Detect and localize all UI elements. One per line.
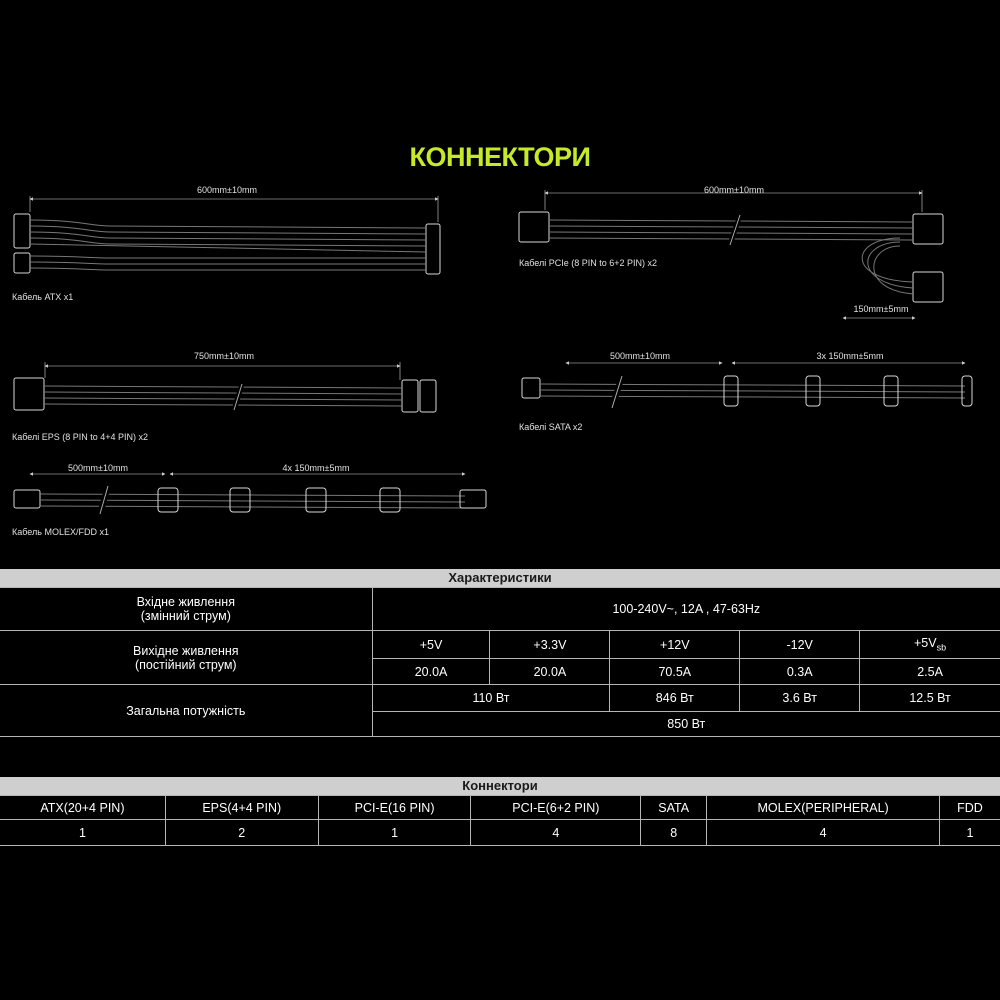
connector-name: MOLEX(PERIPHERAL) [707,796,940,820]
connector-name: EPS(4+4 PIN) [165,796,318,820]
connector-count: 4 [471,820,641,846]
pcie-cable-drawing [519,190,943,318]
rail-current: 0.3A [740,659,860,685]
connector-count: 8 [641,820,707,846]
specs-heading: Характеристики [0,569,1000,587]
power-12v: 846 Вт [610,685,740,712]
connector-name: SATA [641,796,707,820]
input-value: 100-240V~, 12A , 47-63Hz [372,588,1000,631]
molex-spacing: 4x 150mm±5mm [282,463,350,473]
rail-current: 20.0A [490,659,610,685]
sata-cable-label: Кабелі SATA x2 [519,422,583,432]
rail-name: +12V [610,631,740,659]
rail-current: 20.0A [372,659,490,685]
rail-current: 70.5A [610,659,740,685]
sata-length: 500mm±10mm [610,351,670,361]
power-5vsb: 12.5 Вт [860,685,1000,712]
power-5v-3v3: 110 Вт [372,685,610,712]
input-row [0,588,1000,631]
connector-name: ATX(20+4 PIN) [0,796,165,820]
atx-length: 600mm±10mm [197,185,257,195]
connector-count: 1 [318,820,471,846]
rail-name: +3.3V [490,631,610,659]
overall-power: 850 Вт [372,712,1000,737]
connector-name: PCI-E(16 PIN) [318,796,471,820]
connector-name: FDD [940,796,1000,820]
pcie-cable-label: Кабелі PCIe (8 PIN to 6+2 PIN) x2 [519,258,658,268]
connector-count: 4 [707,820,940,846]
pcie-length: 600mm±10mm [704,185,764,195]
specs-table [0,587,1000,737]
connector-count: 2 [165,820,318,846]
eps-length: 750mm±10mm [194,351,254,361]
molex-cable-label: Кабель MOLEX/FDD x1 [12,527,109,537]
sata-cable-drawing [522,363,972,408]
connectors-heading: Коннектори [0,777,1000,795]
connectors-count-row [0,820,1000,846]
molex-length: 500mm±10mm [68,463,128,473]
pcie-branch-length: 150mm±5mm [853,304,909,314]
sata-spacing: 3x 150mm±5mm [816,351,884,361]
input-label: Вхідне живлення (змінний струм) [0,588,372,631]
connector-count: 1 [940,820,1000,846]
rail-name: $+5V_{sb}$ [860,631,1000,659]
connector-count: 1 [0,820,165,846]
rail-names-row [0,631,1000,659]
connectors-header-row [0,796,1000,820]
power-minus12v: 3.6 Вт [740,685,860,712]
eps-cable-label: Кабелі EPS (8 PIN to 4+4 PIN) x2 [12,432,149,442]
total-power-label: Загальна потужність [0,685,372,737]
rail-current: 2.5A [860,659,1000,685]
power-row [0,685,1000,712]
connector-name: PCI-E(6+2 PIN) [471,796,641,820]
output-label: Вихідне живлення (постійний струм) [0,631,372,685]
atx-cable-drawing [14,196,440,274]
connectors-table [0,795,1000,846]
page-title: КОННЕКТОРИ [409,142,591,172]
atx-cable-label: Кабель ATX x1 [12,292,74,302]
eps-cable-drawing [14,362,436,412]
rail-name: +5V [372,631,490,659]
rail-name: -12V [740,631,860,659]
molex-cable-drawing [14,474,486,514]
